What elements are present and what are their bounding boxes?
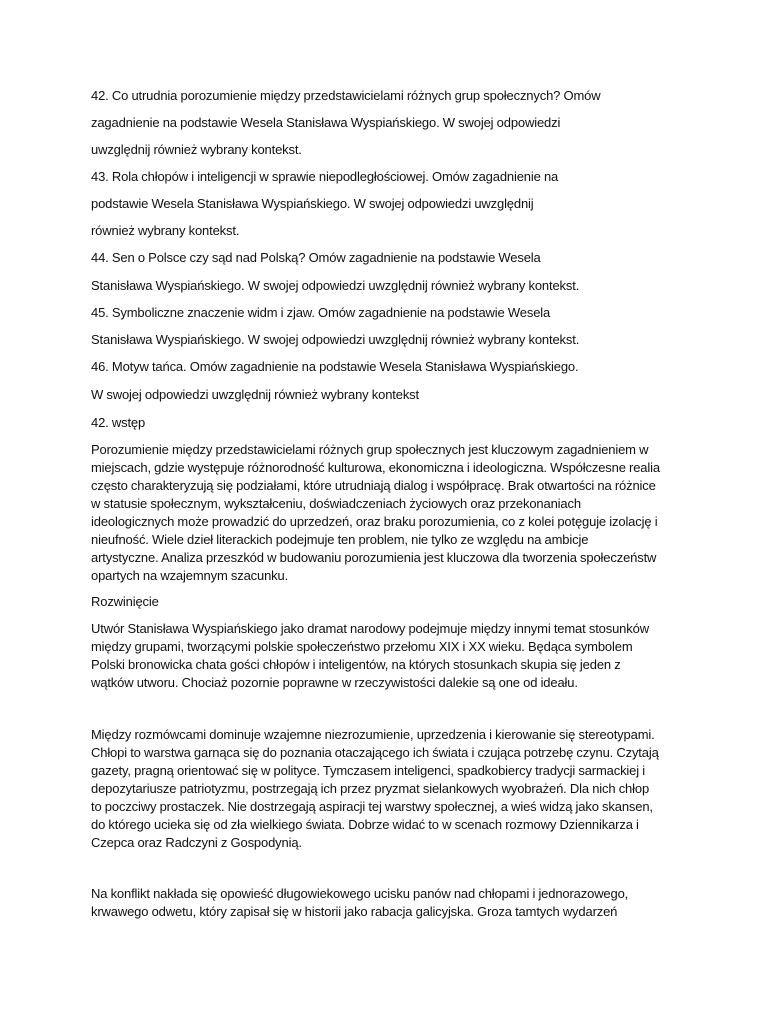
development-paragraph-3: Na konflikt nakłada się opowieść długowiekowego ucisku panów nad chłopami i jednorazowego, krwawego odwetu, który zapisał się w historii jako rabacja galicyjska. Groza tamtych wydarzeń [91,886,629,919]
question-46-line-2: W swojej odpowiedzi uwzględnij również wybrany kontekst [91,387,419,402]
development-paragraph-2: Między rozmówcami dominuje wzajemne niezrozumienie, uprzedzenia i kierowanie się stereotypami. Chłopi to warstwa garnąca się do poznania otaczającego ich świata i czująca potrzebę czynu. Czytają gazety, pragną orientować się w polityce. Tymczasem inteligenci, spadkobiercy tradycji sarmackiej i depozytariusze patriotyzmu, postrzegają ich przez pryzmat sielankowych wyobrażeń. Dla nich chłop to poczciwy prostaczek. Nie dostrzegają aspiracji tej warstwy społecznej, a wieś widzą jako skansen, do którego ucieka się od zła wielkiego świata. Dobrze widać to w scenach rozmowy Dziennikarza i Czepca oraz Radczyni z Gospodynią. [91,727,659,850]
question-43-line-1: 43. Rola chłopów i inteligencji w sprawie niepodległościowej. Omów zagadnienie na [91,169,559,184]
question-44-line-2: Stanisława Wyspiańskiego. W swojej odpowiedzi uwzględnij również wybrany kontekst. [91,278,580,293]
question-43-line-2: podstawie Wesela Stanisława Wyspiańskiego. W swojej odpowiedzi uwzględnij [91,196,534,211]
question-42-line-3: uwzględnij również wybrany kontekst. [91,142,302,157]
question-45-line-2: Stanisława Wyspiańskiego. W swojej odpowiedzi uwzględnij również wybrany kontekst. [91,332,580,347]
question-45-line-1: 45. Symboliczne znaczenie widm i zjaw. Omów zagadnienie na podstawie Wesela [91,305,551,320]
question-42-line-2: zagadnienie na podstawie Wesela Stanisława Wyspiańskiego. W swojej odpowiedzi [91,115,561,130]
development-paragraph-1: Utwór Stanisława Wyspiańskiego jako dramat narodowy podejmuje między innymi temat stosunków między grupami, tworzącymi polskie społeczeństwo przełomu XIX i XX wieku. Będąca symbolem Polski bronowicka chata gości chłopów i inteligentów, na których stosunkach skupia się jeden z wątków utworu. Chociaż pozornie poprawne w rzeczywistości dalekie są one od ideału. [91,621,649,690]
question-44-line-1: 44. Sen o Polsce czy sąd nad Polską? Omów zagadnienie na podstawie Wesela [91,250,541,265]
question-42-line-1: 42. Co utrudnia porozumienie między przedstawicielami różnych grup społecznych? Omów [91,88,601,103]
development-heading: Rozwinięcie [91,594,159,609]
question-43-line-3: również wybrany kontekst. [91,223,240,238]
question-46-line-1: 46. Motyw tańca. Omów zagadnienie na podstawie Wesela Stanisława Wyspiańskiego. [91,359,579,374]
intro-heading: 42. wstęp [91,415,146,430]
intro-paragraph: Porozumienie między przedstawicielami różnych grup społecznych jest kluczowym zagadnieniem w miejscach, gdzie występuje różnorodność kulturowa, ekonomiczna i ideologiczna. Współczesne realia często charakteryzują się podziałami, które utrudniają dialog i współpracę. Brak otwartości na różnice w statusie społecznym, wykształceniu, doświadczeniach życiowych oraz przekonaniach ideologicznych może prowadzić do uprzedzeń, oraz braku porozumienia, co z kolei potęguje izolację i nieufność. Wiele dzieł literackich podejmuje ten problem, nie tylko ze względu na ambicje artystyczne. Analiza przeszkód w budowaniu porozumienia jest kluczowa dla tworzenia społeczeństw opartych na wzajemnym szacunku. [91,442,660,583]
